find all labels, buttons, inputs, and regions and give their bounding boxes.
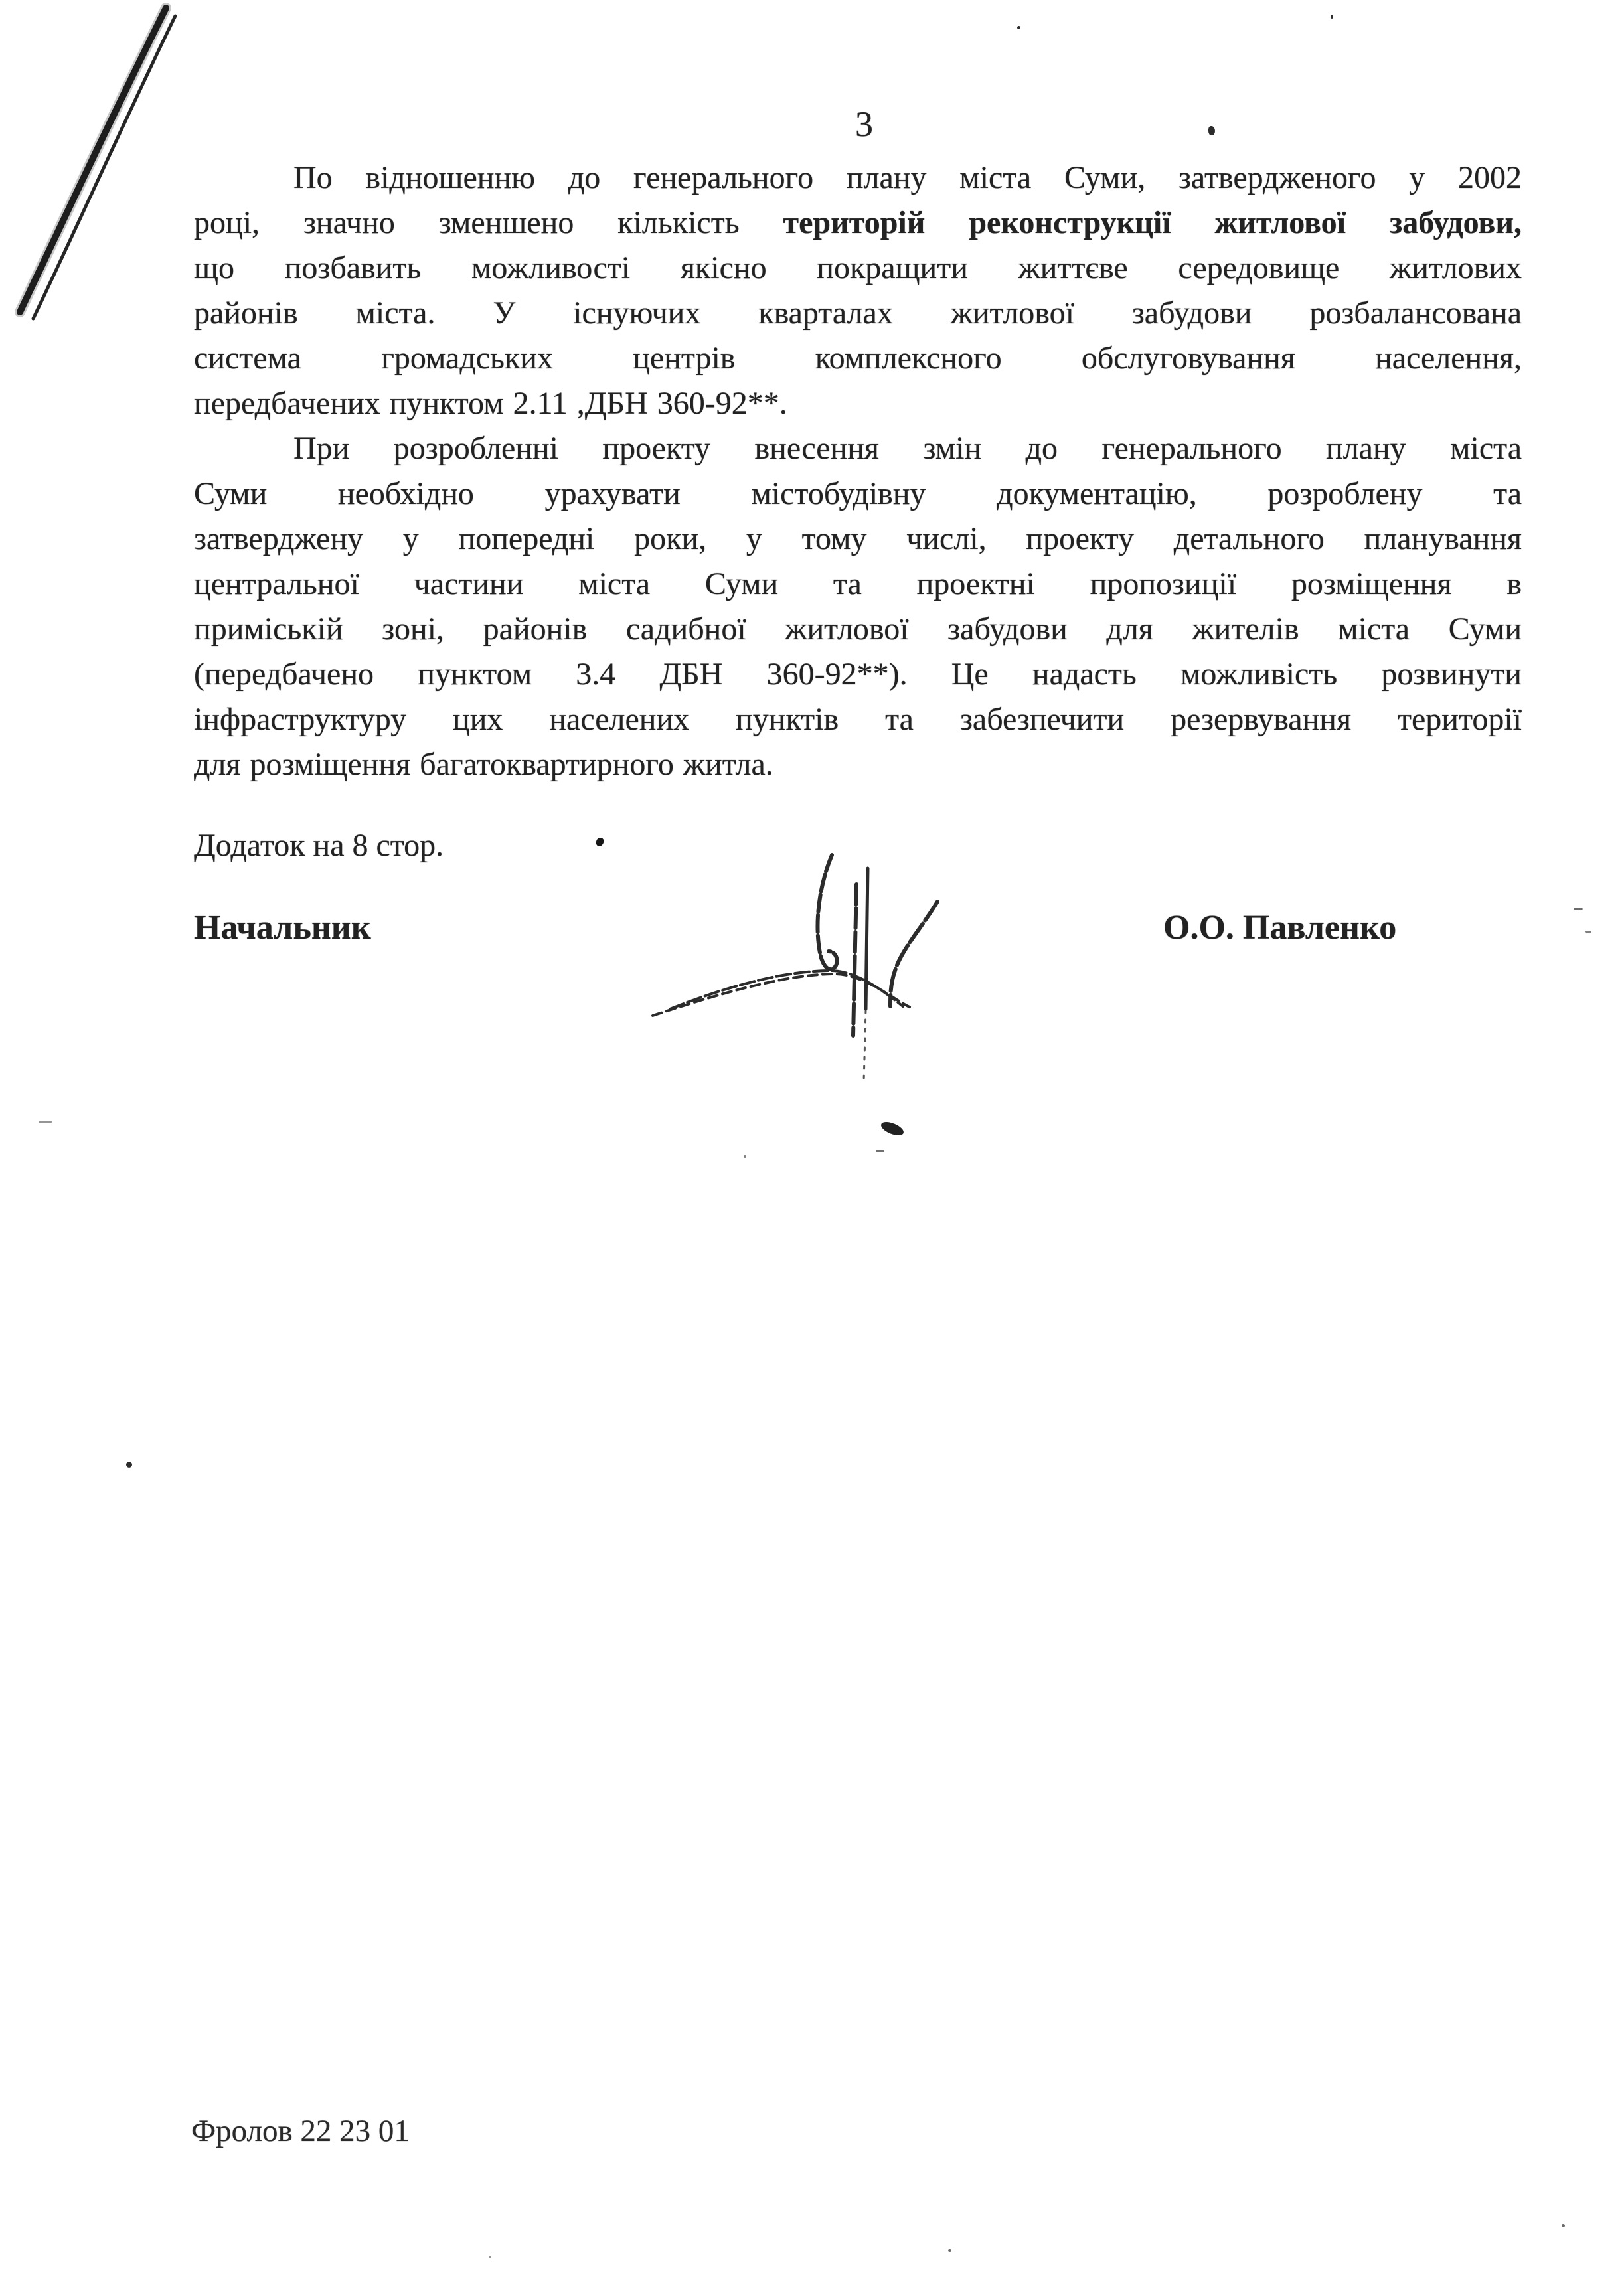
scan-speck <box>1208 126 1215 135</box>
scan-speck <box>39 1121 52 1123</box>
text-line: центральної частини міста Суми та проектні пропозиції розміщення в <box>194 566 1522 601</box>
text-line: По відношенню до генерального плану міста Суми, затвердженого у 2002 <box>293 160 1522 195</box>
text-line: для розміщення багатоквартирного житла. <box>194 747 773 782</box>
text-line: передбачених пунктом 2.11 ,ДБН 360-92**. <box>194 386 787 421</box>
text-line: приміській зоні, районів садибної житлової забудови для жителів міста Суми <box>194 611 1522 647</box>
ink-dot-artifact <box>596 837 605 847</box>
text-line: При розробленні проекту внесення змін до генерального плану міста <box>293 431 1522 466</box>
scan-speck <box>1017 26 1020 29</box>
text-line: система громадських центрів комплексного обслуговування населення, <box>194 341 1522 376</box>
scan-speck <box>948 2249 951 2252</box>
scan-speck <box>1562 2224 1565 2227</box>
scan-speck <box>744 1155 746 1158</box>
page-number: 3 <box>855 104 873 144</box>
bold-phrase: територій реконструкції житлової забудови, <box>783 205 1522 240</box>
paragraph <box>194 155 1522 426</box>
text-line: (передбачено пунктом 3.4 ДБН 360-92**). Це надасть можливість розвинути <box>194 657 1522 692</box>
body-text <box>194 155 1522 787</box>
signoff-name: О.О. Павленко <box>1163 909 1397 947</box>
typist-note: Фролов 22 23 01 <box>191 2114 410 2148</box>
paragraph <box>194 426 1522 787</box>
scan-speck <box>1331 15 1333 19</box>
text-line: Суми необхідно урахувати містобудівну документацію, розроблену та <box>194 476 1522 511</box>
pen-stroke-mark <box>0 0 212 345</box>
signature-scribble <box>631 817 1003 1255</box>
text-line: затверджену у попередні роки, у тому числі, проекту детального планування <box>194 521 1522 556</box>
text-line: що позбавить можливості якісно покращити життєве середовище житлових <box>194 250 1522 285</box>
scan-speck <box>489 2256 491 2258</box>
scan-speck <box>1585 931 1591 933</box>
text-line: інфраструктуру цих населених пунктів та забезпечити резервування території <box>194 702 1522 737</box>
signoff-title: Начальник <box>194 909 371 947</box>
attachment-note: Додаток на 8 стор. <box>194 828 444 863</box>
text-line: році, значно зменшено кількість територій реконструкції житлової забудови, <box>194 205 1522 240</box>
scan-speck <box>1574 908 1583 910</box>
text-line: районів міста. У існуючих кварталах житлової забудови розбалансована <box>194 295 1522 331</box>
scan-speck <box>126 1462 132 1468</box>
